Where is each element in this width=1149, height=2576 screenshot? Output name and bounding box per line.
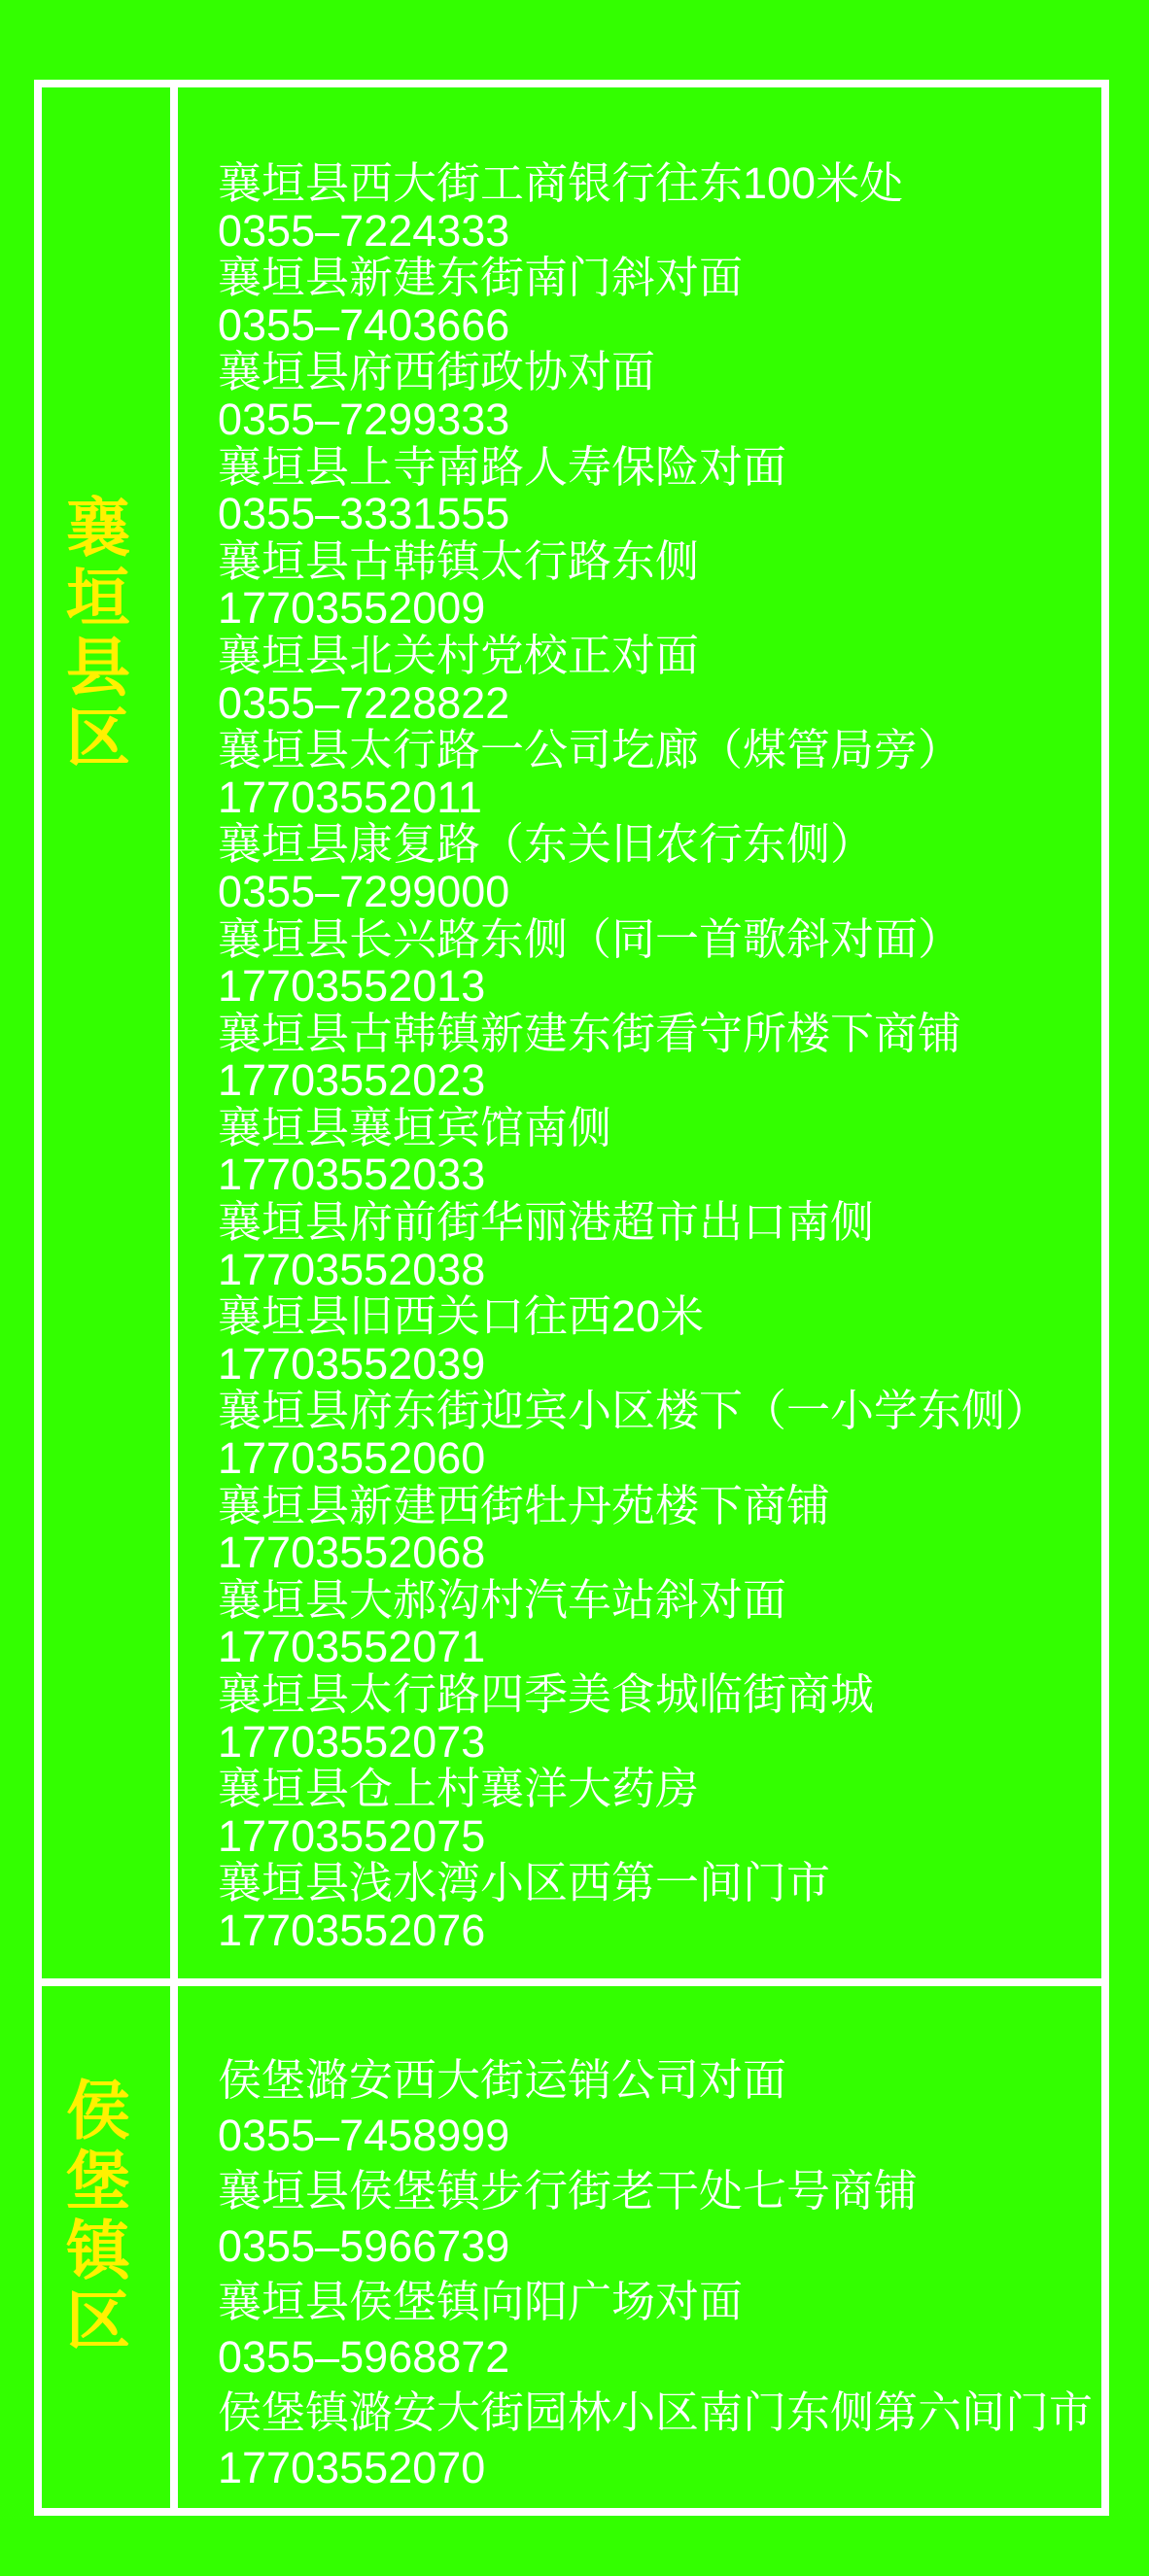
section-entries-xiangyuan-county — [178, 87, 1101, 1978]
address-line: 襄垣县西大街工商银行往东100米处 — [218, 158, 904, 208]
address-line: 襄垣县府东街迎宾小区楼下（一小学东侧） — [218, 1386, 1050, 1436]
section-label-xiangyuan-county — [42, 87, 170, 1978]
phone-line: 0355–7403666 — [218, 299, 510, 350]
address-line: 襄垣县大郝沟村汽车站斜对面 — [218, 1574, 787, 1625]
label-char: 堡 — [66, 2145, 130, 2216]
address-line: 侯堡镇潞安大街园林小区南门东侧第六间门市 — [218, 2387, 1094, 2437]
address-line: 襄垣县旧西关口往西20米 — [218, 1291, 705, 1342]
phone-line: 0355–7299000 — [218, 866, 510, 916]
address-line: 侯堡潞安西大街运销公司对面 — [218, 2055, 787, 2105]
label-char: 襄 — [66, 492, 130, 564]
address-line: 襄垣县古韩镇太行路东侧 — [218, 535, 700, 586]
section-label-houbao-town — [42, 1986, 170, 2508]
address-line: 襄垣县太行路一公司圪廊（煤管局旁） — [218, 725, 962, 775]
contact-table — [34, 80, 1109, 2516]
address-line: 襄垣县侯堡镇步行街老干处七号商铺 — [218, 2166, 919, 2215]
phone-line: 0355–5968872 — [218, 2332, 510, 2382]
address-line: 襄垣县府西街政协对面 — [218, 347, 656, 397]
label-char: 镇 — [66, 2215, 130, 2286]
phone-line: 17703552071 — [218, 1622, 486, 1672]
label-char: 区 — [66, 702, 130, 773]
phone-line: 17703552039 — [218, 1338, 486, 1389]
address-line: 襄垣县浅水湾小区西第一间门市 — [218, 1858, 831, 1908]
phone-line: 17703552060 — [218, 1433, 486, 1484]
address-line: 襄垣县长兴路东侧（同一首歌斜对面） — [218, 913, 962, 964]
phone-line: 17703552013 — [218, 961, 486, 1012]
phone-line: 0355–3331555 — [218, 489, 510, 539]
phone-line: 17703552011 — [218, 772, 482, 822]
phone-line: 0355–5966739 — [218, 2221, 510, 2271]
address-line: 襄垣县侯堡镇向阳广场对面 — [218, 2277, 744, 2326]
phone-line: 0355–7224333 — [218, 205, 510, 256]
address-line: 襄垣县襄垣宾馆南侧 — [218, 1102, 612, 1152]
section-entries-houbao-town — [178, 1986, 1101, 2508]
address-line: 襄垣县新建东街南门斜对面 — [218, 253, 744, 303]
phone-line: 17703552076 — [218, 1905, 486, 1955]
address-line: 襄垣县古韩镇新建东街看守所楼下商铺 — [218, 1008, 962, 1058]
address-line: 襄垣县新建西街牡丹苑楼下商铺 — [218, 1480, 831, 1530]
label-char: 垣 — [66, 562, 130, 634]
phone-line: 17703552073 — [218, 1716, 486, 1767]
label-char: 区 — [66, 2284, 130, 2356]
address-line: 襄垣县北关村党校正对面 — [218, 630, 700, 680]
address-line: 襄垣县府前街华丽港超市出口南侧 — [218, 1197, 875, 1248]
address-line: 襄垣县康复路（东关旧农行东侧） — [218, 819, 875, 870]
phone-line: 0355–7458999 — [218, 2111, 510, 2160]
label-char: 县 — [66, 632, 130, 704]
phone-line: 17703552070 — [218, 2443, 486, 2492]
phone-line: 0355–7299333 — [218, 394, 510, 444]
phone-line: 17703552009 — [218, 583, 486, 634]
phone-line: 0355–7228822 — [218, 677, 510, 728]
address-line: 襄垣县仓上村襄洋大药房 — [218, 1764, 700, 1814]
phone-line: 17703552068 — [218, 1528, 486, 1578]
phone-line: 17703552038 — [218, 1244, 486, 1294]
address-line: 襄垣县上寺南路人寿保险对面 — [218, 441, 787, 492]
phone-line: 17703552033 — [218, 1150, 486, 1200]
address-line: 襄垣县太行路四季美食城临街商城 — [218, 1669, 875, 1719]
phone-line: 17703552075 — [218, 1810, 486, 1861]
phone-line: 17703552023 — [218, 1055, 486, 1106]
label-char: 侯 — [66, 2075, 130, 2147]
